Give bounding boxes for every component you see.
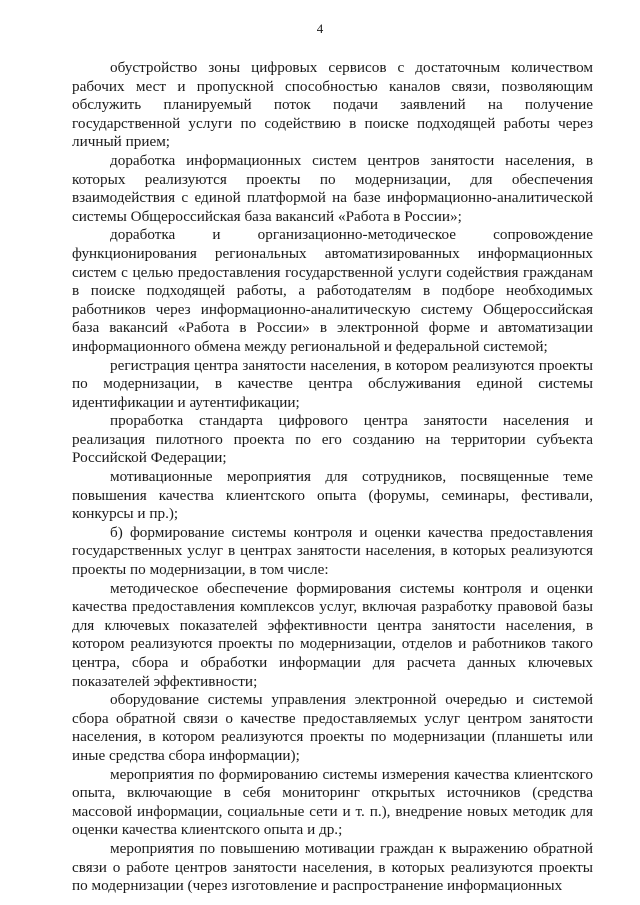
paragraph: проработка стандарта цифрового центра занятости населения и реализация пилотного проекта по его созданию на территории субъекта Российской Федерации; [72, 412, 593, 467]
page-number: 4 [316, 21, 324, 36]
paragraph: мотивационные мероприятия для сотрудников, посвященные теме повышения качества клиентского опыта (форумы, семинары, фестивали, конкурсы и пр.); [72, 468, 593, 523]
paragraph: мероприятия по повышению мотивации граждан к выражению обратной связи о работе центров занятости населения, в которых реализуются проекты по модернизации (через изготовление и распространение информационных [72, 839, 593, 895]
paragraph: доработка информационных систем центров занятости населения, в которых реализуются проекты по модернизации, для обеспечения взаимодействия с единой платформой на базе информационно-аналитической системы Общероссийская база вакансий «Работа в России»; [72, 151, 593, 225]
paragraph: доработка и организационно-методическое сопровождение функционирования региональных автоматизированных информационных систем с целью предоставления государственной услуги содействия гражданам в поиске подходящей работы, а работодателям в подборе необходимых работников через информационно-аналитическую систему Общероссийская база вакансий «Работа в России» в электронной форме и автоматизации информационного обмена между региональной и федеральной системой; [72, 226, 593, 355]
document-body [72, 59, 593, 896]
paragraph: мероприятия по формированию системы измерения качества клиентского опыта, включающие в себя мониторинг открытых источников (средства массовой информации, социальные сети и т. п.), внедрение новых методик для оценки качества клиентского опыта и др.; [72, 765, 593, 839]
paragraph: б) формирование системы контроля и оценки качества предоставления государственных услуг в центрах занятости населения, в которых реализуются проекты по модернизации, в том числе: [72, 523, 593, 579]
paragraph: регистрация центра занятости населения, в котором реализуются проекты по модернизации, в качестве центра обслуживания единой системы идентификации и аутентификации; [72, 356, 593, 411]
paragraph: методическое обеспечение формирования системы контроля и оценки качества предоставления комплексов услуг, включая разработку правовой базы для ключевых показателей эффективности центра занятости населения, в котором реализуются проекты по модернизации, отделов и работников такого центра, сбора и обработки информации для расчета данных ключевых показателей эффективности; [72, 579, 593, 690]
paragraph: оборудование системы управления электронной очередью и системой сбора обратной связи о качестве предоставляемых услуг центром занятости населения, в котором реализуются проекты по модернизации (планшеты или иные средства сбора информации); [72, 691, 593, 764]
paragraph: обустройство зоны цифровых сервисов с достаточным количеством рабочих мест и пропускной способностью каналов связи, позволяющим обслужить планируемый поток подачи заявлений на получение государственной услуги по содействию в поиске подходящей работы через личный прием; [72, 59, 593, 151]
